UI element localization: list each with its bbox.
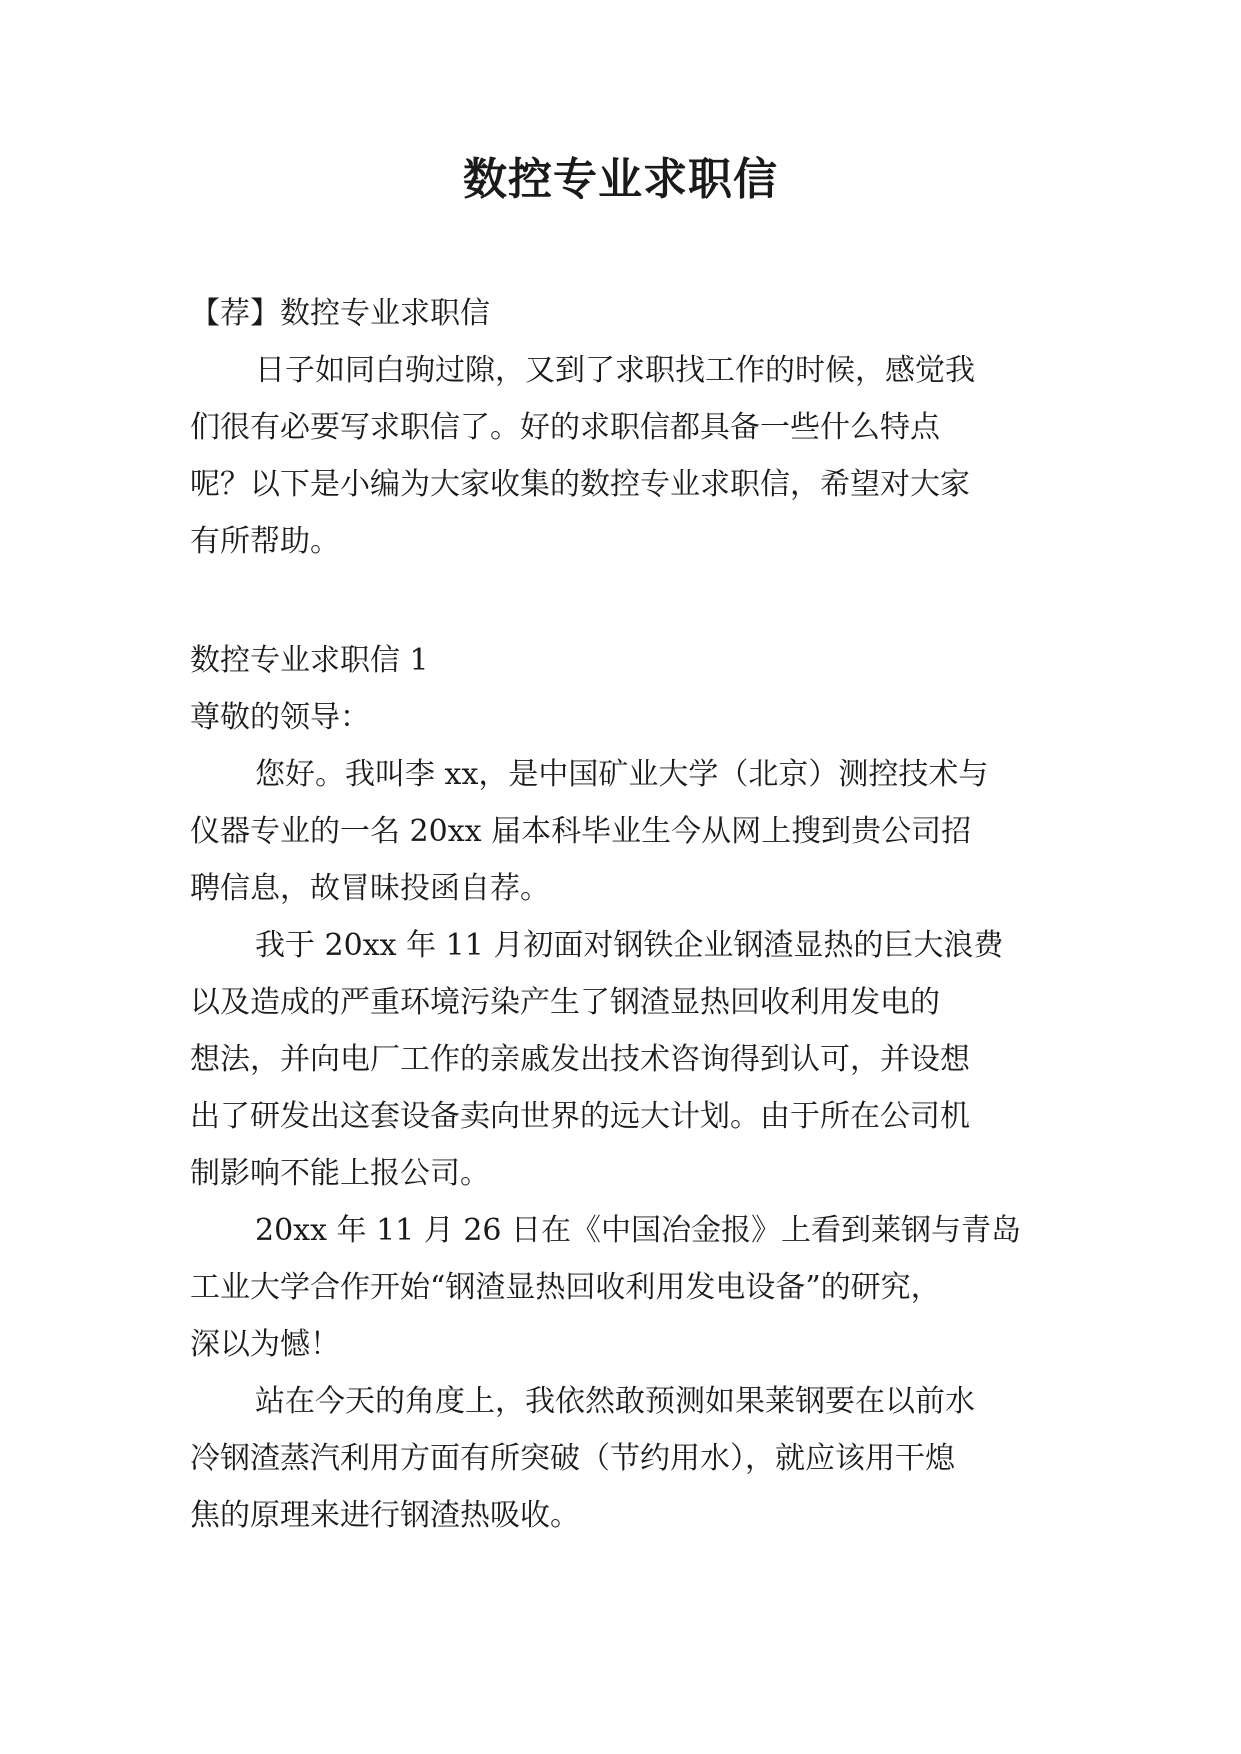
recommend-line: 【荐】数控专业求职信 bbox=[190, 296, 490, 331]
paragraph-line: 深以为憾！ bbox=[190, 1327, 340, 1362]
intro-line: 们很有必要写求职信了。好的求职信都具备一些什么特点 bbox=[190, 410, 940, 445]
intro-line: 呢？以下是小编为大家收集的数控专业求职信，希望对大家 bbox=[190, 467, 970, 502]
paragraph-line: 出了研发出这套设备卖向世界的远大计划。由于所在公司机 bbox=[190, 1099, 970, 1134]
paragraph-line: 20xx 年 11 月 26 日在《中国冶金报》上看到莱钢与青岛 bbox=[255, 1213, 1022, 1248]
paragraph-line: 冷钢渣蒸汽利用方面有所突破（节约用水），就应该用干熄 bbox=[190, 1441, 955, 1476]
paragraph-line: 您好。我叫李 xx，是中国矿业大学（北京）测控技术与 bbox=[255, 757, 989, 792]
letter-heading: 数控专业求职信 1 bbox=[190, 643, 429, 678]
intro-line: 日子如同白驹过隙，又到了求职找工作的时候，感觉我 bbox=[255, 353, 975, 388]
paragraph-line: 以及造成的严重环境污染产生了钢渣显热回收利用发电的 bbox=[190, 985, 940, 1020]
paragraph-line: 工业大学合作开始“钢渣显热回收利用发电设备”的研究， bbox=[190, 1270, 941, 1305]
paragraph-line: 仪器专业的一名 20xx 届本科毕业生今从网上搜到贵公司招 bbox=[190, 814, 972, 849]
paragraph-line: 制影响不能上报公司。 bbox=[190, 1156, 490, 1191]
salutation: 尊敬的领导： bbox=[190, 700, 370, 735]
document-title: 数控专业求职信 bbox=[463, 154, 778, 205]
paragraph-line: 站在今天的角度上，我依然敢预测如果莱钢要在以前水 bbox=[255, 1384, 975, 1419]
paragraph-line: 聘信息，故冒昧投函自荐。 bbox=[190, 871, 550, 906]
paragraph-line: 焦的原理来进行钢渣热吸收。 bbox=[190, 1498, 580, 1533]
section-gap bbox=[190, 570, 1050, 632]
paragraph-line: 想法，并向电厂工作的亲戚发出技术咨询得到认可，并设想 bbox=[190, 1042, 970, 1077]
intro-line: 有所帮助。 bbox=[190, 524, 340, 559]
document-body bbox=[190, 285, 1050, 1544]
paragraph-line: 我于 20xx 年 11 月初面对钢铁企业钢渣显热的巨大浪费 bbox=[255, 928, 1004, 963]
